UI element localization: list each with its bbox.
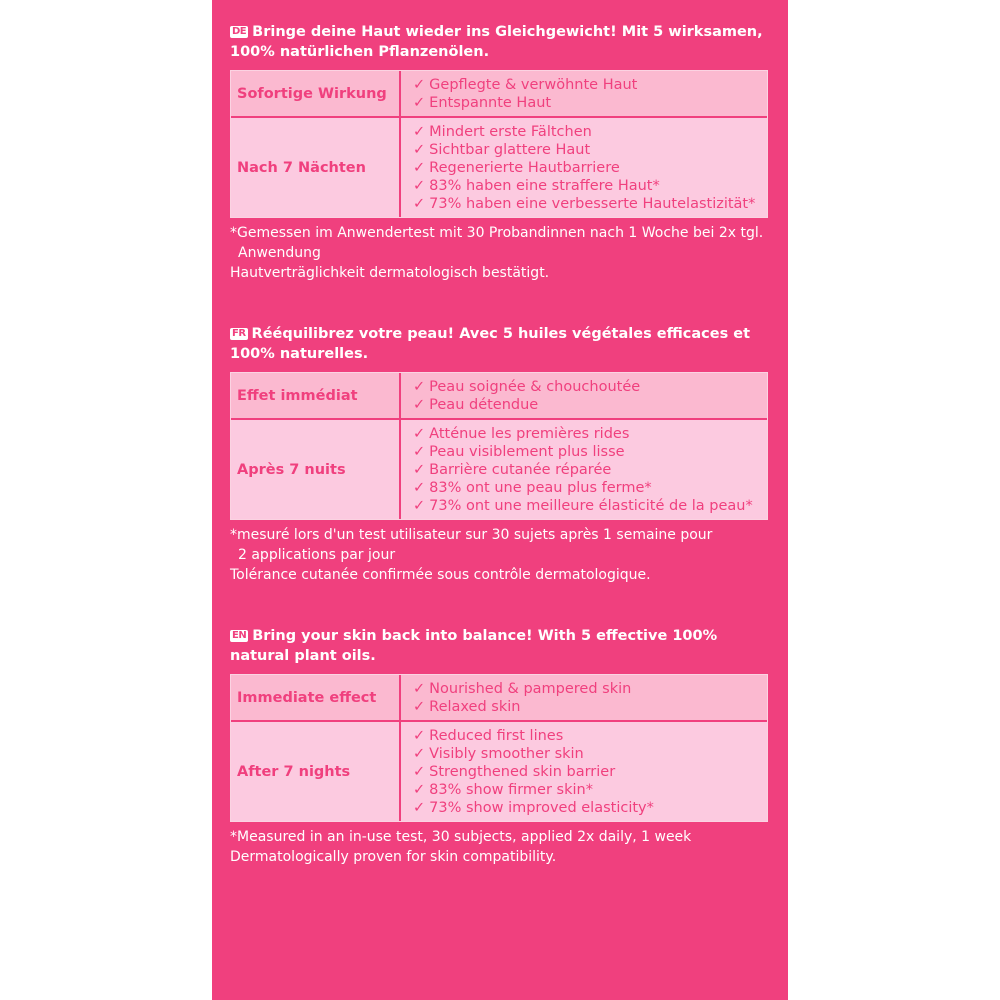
list-item — [413, 799, 767, 817]
item-text: 73% show improved elasticity* — [429, 800, 654, 816]
section-en — [230, 626, 770, 867]
dermatology-note: Tolérance cutanée confirmée sous contrôle dermatologique. — [230, 567, 651, 583]
check-icon: ✓ — [413, 462, 426, 478]
list-item — [413, 396, 767, 414]
list-item — [413, 479, 767, 497]
benefit-list — [401, 373, 767, 418]
section-fr — [230, 324, 770, 585]
list-item — [413, 497, 767, 515]
item-text: Barrière cutanée réparée — [429, 462, 612, 478]
item-text: Regenerierte Hautbarriere — [429, 160, 620, 176]
list-item — [413, 698, 767, 716]
check-icon: ✓ — [413, 124, 426, 140]
row-label: Immediate effect — [231, 675, 401, 720]
item-text: Atténue les premières rides — [429, 426, 630, 442]
table-row — [231, 720, 767, 821]
list-item — [413, 94, 767, 112]
item-text: Relaxed skin — [429, 699, 521, 715]
footnote-line: *mesuré lors d'un test utilisateur sur 30 sujets après 1 semaine pour — [230, 527, 713, 543]
dermatology-note: Dermatologically proven for skin compatibility. — [230, 849, 557, 865]
list-item — [413, 123, 767, 141]
check-icon: ✓ — [413, 480, 426, 496]
list-item — [413, 159, 767, 177]
item-text: Entspannte Haut — [429, 95, 552, 111]
heading-text: Bring your skin back into balance! With 5 effective 100% natural plant oils. — [230, 628, 718, 664]
row-label: After 7 nights — [231, 722, 401, 821]
table-row — [231, 71, 767, 116]
list-item — [413, 141, 767, 159]
check-icon: ✓ — [413, 764, 426, 780]
check-icon: ✓ — [413, 746, 426, 762]
section-heading — [230, 626, 770, 666]
footnote-line: 2 applications par jour — [238, 547, 396, 563]
check-icon: ✓ — [413, 800, 426, 816]
list-item — [413, 378, 767, 396]
footnote — [230, 827, 770, 867]
table-row — [231, 373, 767, 418]
item-text: Peau soignée & chouchoutée — [429, 379, 641, 395]
check-icon: ✓ — [413, 142, 426, 158]
item-text: Sichtbar glattere Haut — [429, 142, 591, 158]
check-icon: ✓ — [413, 196, 426, 212]
check-icon: ✓ — [413, 77, 426, 93]
list-item — [413, 461, 767, 479]
language-badge: DE — [232, 26, 247, 37]
benefits-table — [230, 674, 768, 822]
check-icon: ✓ — [413, 728, 426, 744]
list-item — [413, 727, 767, 745]
item-text: Peau détendue — [429, 397, 539, 413]
item-text: 83% ont une peau plus ferme* — [429, 480, 652, 496]
list-item — [413, 680, 767, 698]
check-icon: ✓ — [413, 379, 426, 395]
item-text: Mindert erste Fältchen — [429, 124, 592, 140]
footnote-line: *Gemessen im Anwendertest mit 30 Probandinnen nach 1 Woche bei 2x tgl. — [230, 225, 764, 241]
language-badge: FR — [232, 328, 246, 339]
list-item — [413, 763, 767, 781]
item-text: Visibly smoother skin — [429, 746, 584, 762]
item-text: Gepflegte & verwöhnte Haut — [429, 77, 638, 93]
benefit-list — [401, 675, 767, 720]
heading-text: Rééquilibrez votre peau! Avec 5 huiles végétales efficaces et 100% naturelles. — [230, 326, 751, 362]
row-label: Effet immédiat — [231, 373, 401, 418]
check-icon: ✓ — [413, 397, 426, 413]
benefits-table — [230, 372, 768, 520]
dermatology-note: Hautverträglichkeit dermatologisch bestätigt. — [230, 265, 550, 281]
check-icon: ✓ — [413, 426, 426, 442]
section-heading — [230, 324, 770, 364]
row-label: Après 7 nuits — [231, 420, 401, 519]
footnote — [230, 223, 770, 283]
section-de — [230, 22, 770, 283]
benefit-list — [401, 722, 767, 821]
heading-text: Bringe deine Haut wieder ins Gleichgewicht! Mit 5 wirksamen, 100% natürlichen Pflanzenölen. — [230, 24, 763, 60]
item-text: 73% haben eine verbesserte Hautelastizität* — [429, 196, 756, 212]
product-info-panel — [212, 0, 788, 1000]
item-text: Peau visiblement plus lisse — [429, 444, 625, 460]
item-text: Strengthened skin barrier — [429, 764, 616, 780]
row-label: Sofortige Wirkung — [231, 71, 401, 116]
benefit-list — [401, 420, 767, 519]
list-item — [413, 425, 767, 443]
check-icon: ✓ — [413, 178, 426, 194]
list-item — [413, 195, 767, 213]
list-item — [413, 781, 767, 799]
check-icon: ✓ — [413, 95, 426, 111]
language-badge: EN — [232, 630, 247, 641]
check-icon: ✓ — [413, 160, 426, 176]
list-item — [413, 443, 767, 461]
check-icon: ✓ — [413, 498, 426, 514]
section-heading — [230, 22, 770, 62]
list-item — [413, 177, 767, 195]
list-item — [413, 745, 767, 763]
check-icon: ✓ — [413, 444, 426, 460]
footnote-line: *Measured in an in-use test, 30 subjects, applied 2x daily, 1 week — [230, 829, 692, 845]
footnote — [230, 525, 770, 585]
item-text: 73% ont une meilleure élasticité de la peau* — [429, 498, 753, 514]
check-icon: ✓ — [413, 699, 426, 715]
item-text: Reduced first lines — [429, 728, 564, 744]
item-text: 83% haben eine straffere Haut* — [429, 178, 660, 194]
item-text: Nourished & pampered skin — [429, 681, 632, 697]
check-icon: ✓ — [413, 782, 426, 798]
list-item — [413, 76, 767, 94]
item-text: 83% show firmer skin* — [429, 782, 593, 798]
table-row — [231, 418, 767, 519]
table-row — [231, 116, 767, 217]
table-row — [231, 675, 767, 720]
benefit-list — [401, 71, 767, 116]
row-label: Nach 7 Nächten — [231, 118, 401, 217]
footnote-line: Anwendung — [238, 245, 321, 261]
benefit-list — [401, 118, 767, 217]
benefits-table — [230, 70, 768, 218]
check-icon: ✓ — [413, 681, 426, 697]
